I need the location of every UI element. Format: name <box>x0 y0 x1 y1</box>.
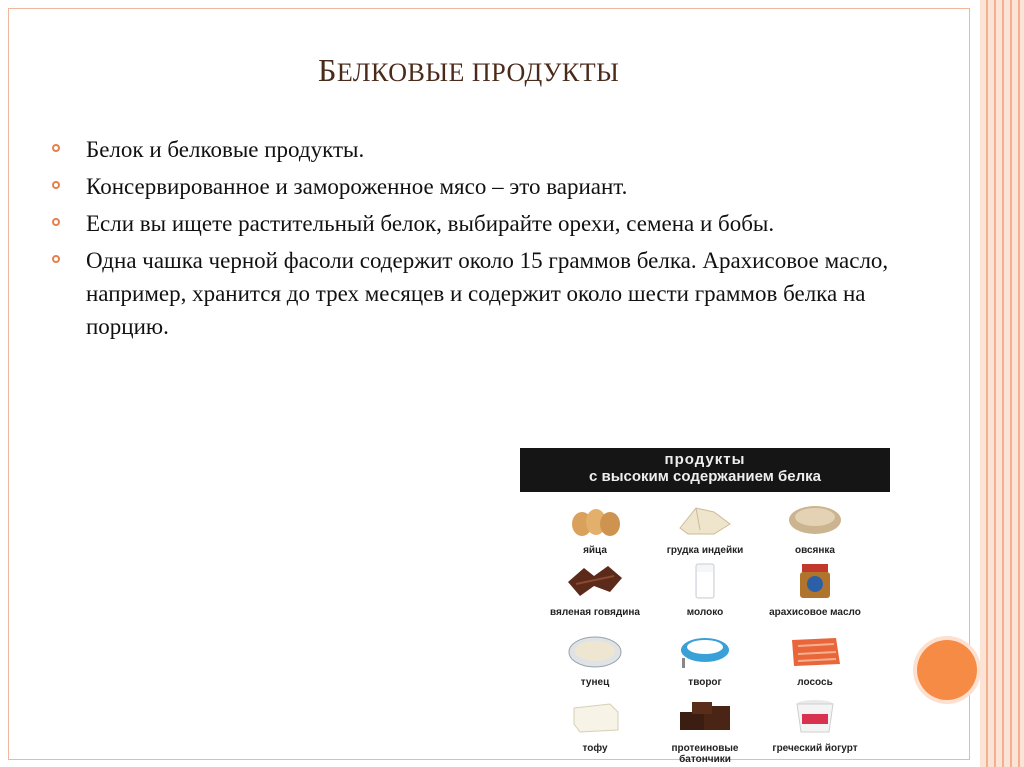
food-item-turkey: грудка индейки <box>650 500 760 556</box>
protein-bar-icon <box>674 698 736 736</box>
turkey-icon <box>674 500 736 538</box>
bullet-item: Консервированное и замороженное мясо – это вариант. <box>50 170 910 203</box>
food-item-tofu: тофу <box>540 698 650 754</box>
food-item-eggs: яйца <box>540 500 650 556</box>
slide-title: БЕЛКОВЫЕ ПРОДУКТЫ <box>318 52 620 88</box>
cottage-cheese-icon <box>674 632 736 670</box>
bullet-icon <box>52 255 60 263</box>
bullet-list <box>50 133 910 347</box>
bullet-icon <box>52 144 60 152</box>
decorative-circle <box>917 640 977 700</box>
food-item-jerky: вяленая говядина <box>540 562 650 618</box>
yogurt-icon <box>784 698 846 736</box>
infographic-heading: продукты с высоким содержанием белка <box>520 448 890 492</box>
food-item-peanut-butter: арахисовое масло <box>760 562 870 618</box>
food-item-salmon: лосось <box>760 632 870 688</box>
food-grid <box>520 492 890 765</box>
peanut-butter-icon <box>784 562 846 600</box>
bullet-item: Если вы ищете растительный белок, выбирайте орехи, семена и бобы. <box>50 207 910 240</box>
bullet-item: Одна чашка черной фасоли содержит около 15 граммов белка. Арахисовое масло, например, хранится до трех месяцев и содержит около шести граммов белка на порцию. <box>50 244 910 343</box>
bullet-item: Белок и белковые продукты. <box>50 133 910 166</box>
protein-infographic <box>520 448 890 765</box>
food-item-oatmeal: овсянка <box>760 500 870 556</box>
food-item-cottage-cheese: творог <box>650 632 760 688</box>
food-item-milk: молоко <box>650 562 760 618</box>
milk-icon <box>674 562 736 600</box>
bullet-icon <box>52 218 60 226</box>
eggs-icon <box>564 500 626 538</box>
oatmeal-icon <box>784 500 846 538</box>
bullet-icon <box>52 181 60 189</box>
salmon-icon <box>784 632 846 670</box>
jerky-icon <box>564 562 626 600</box>
food-item-tuna: тунец <box>540 632 650 688</box>
food-item-greek-yogurt: греческий йогурт <box>760 698 870 754</box>
food-item-protein-bars: протеиновые батончики <box>650 698 760 765</box>
decorative-stripes <box>980 0 1024 767</box>
tuna-icon <box>564 632 626 670</box>
tofu-icon <box>564 698 626 736</box>
